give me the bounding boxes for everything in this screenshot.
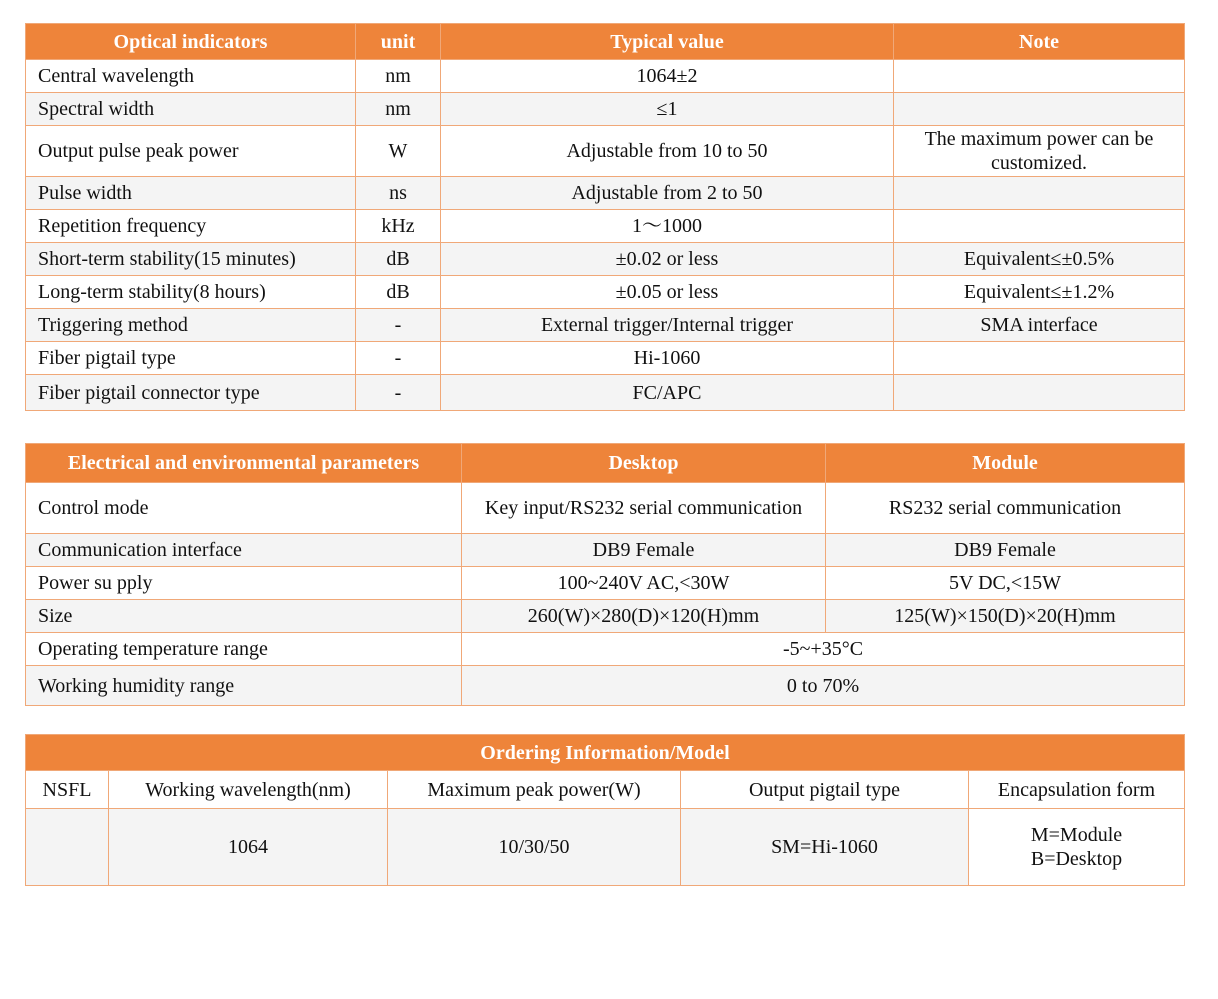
merged-value: -5~+35°C [462,633,1185,666]
param-name: Power su pply [26,567,462,600]
col-electrical-parameters: Electrical and environmental parameters [26,444,462,483]
table-row [26,126,1185,177]
param-name: Repetition frequency [26,210,356,243]
param-name: Size [26,600,462,633]
param-name: Long-term stability(8 hours) [26,276,356,309]
desktop-value: 260(W)×280(D)×120(H)mm [462,600,826,633]
param-name: Operating temperature range [26,633,462,666]
table-row [26,93,1185,126]
param-name: Pulse width [26,177,356,210]
param-unit: dB [356,276,441,309]
param-note: The maximum power can be customized. [894,126,1185,177]
param-note [894,60,1185,93]
param-unit: W [356,126,441,177]
param-name: Output pulse peak power [26,126,356,177]
param-value: 1064±2 [441,60,894,93]
param-note [894,177,1185,210]
merged-value: 0 to 70% [462,666,1185,706]
param-value: External trigger/Internal trigger [441,309,894,342]
table-row [26,309,1185,342]
electrical-parameters-table [25,443,1185,706]
table-row [26,177,1185,210]
nsfl-value [26,809,109,886]
param-unit: - [356,309,441,342]
desktop-value: 100~240V AC,<30W [462,567,826,600]
param-note [894,342,1185,375]
ordering-title-row [26,735,1185,771]
col-nsfl: NSFL [26,771,109,809]
param-name: Fiber pigtail type [26,342,356,375]
table-row [26,567,1185,600]
col-note: Note [894,24,1185,60]
desktop-value: Key input/RS232 serial communication [462,483,826,534]
table-row [26,483,1185,534]
col-unit: unit [356,24,441,60]
table-row [26,534,1185,567]
col-desktop: Desktop [462,444,826,483]
param-value: ±0.05 or less [441,276,894,309]
desktop-value: DB9 Female [462,534,826,567]
param-unit: kHz [356,210,441,243]
param-unit: - [356,342,441,375]
param-note: SMA interface [894,309,1185,342]
param-note [894,210,1185,243]
module-value: 5V DC,<15W [826,567,1185,600]
col-output-pigtail-type: Output pigtail type [681,771,969,809]
power-value: 10/30/50 [388,809,681,886]
param-value: 1～1000 [441,210,894,243]
param-name: Control mode [26,483,462,534]
electrical-header-row [26,444,1185,483]
table-row [26,375,1185,411]
table-row [26,60,1185,93]
ordering-header-row [26,771,1185,809]
optical-header-row [26,24,1185,60]
col-typical-value: Typical value [441,24,894,60]
table-row [26,276,1185,309]
param-note: Equivalent≤±1.2% [894,276,1185,309]
param-name: Central wavelength [26,60,356,93]
table-row [26,210,1185,243]
param-unit: nm [356,60,441,93]
param-value: ±0.02 or less [441,243,894,276]
param-value: Adjustable from 2 to 50 [441,177,894,210]
col-max-peak-power: Maximum peak power(W) [388,771,681,809]
table-row [26,809,1185,886]
table-row [26,243,1185,276]
param-value: ≤1 [441,93,894,126]
col-module: Module [826,444,1185,483]
param-name: Spectral width [26,93,356,126]
module-value: DB9 Female [826,534,1185,567]
param-value: Adjustable from 10 to 50 [441,126,894,177]
param-name: Working humidity range [26,666,462,706]
param-name: Short-term stability(15 minutes) [26,243,356,276]
param-name: Communication interface [26,534,462,567]
param-unit: - [356,375,441,411]
param-value: Hi-1060 [441,342,894,375]
ordering-information-table [25,734,1185,886]
param-value: FC/APC [441,375,894,411]
param-name: Triggering method [26,309,356,342]
param-unit: ns [356,177,441,210]
table-row [26,666,1185,706]
pigtail-value: SM=Hi-1060 [681,809,969,886]
table-row [26,342,1185,375]
param-note [894,93,1185,126]
param-unit: dB [356,243,441,276]
col-encapsulation-form: Encapsulation form [969,771,1185,809]
col-working-wavelength: Working wavelength(nm) [109,771,388,809]
module-value: RS232 serial communication [826,483,1185,534]
param-name: Fiber pigtail connector type [26,375,356,411]
optical-indicators-table [25,23,1185,411]
table-row [26,600,1185,633]
col-optical-indicators: Optical indicators [26,24,356,60]
module-value: 125(W)×150(D)×20(H)mm [826,600,1185,633]
param-unit: nm [356,93,441,126]
table-row [26,633,1185,666]
wavelength-value: 1064 [109,809,388,886]
encapsulation-value: M=Module B=Desktop [969,809,1185,886]
param-note [894,375,1185,411]
param-note: Equivalent≤±0.5% [894,243,1185,276]
ordering-title: Ordering Information/Model [26,735,1185,771]
